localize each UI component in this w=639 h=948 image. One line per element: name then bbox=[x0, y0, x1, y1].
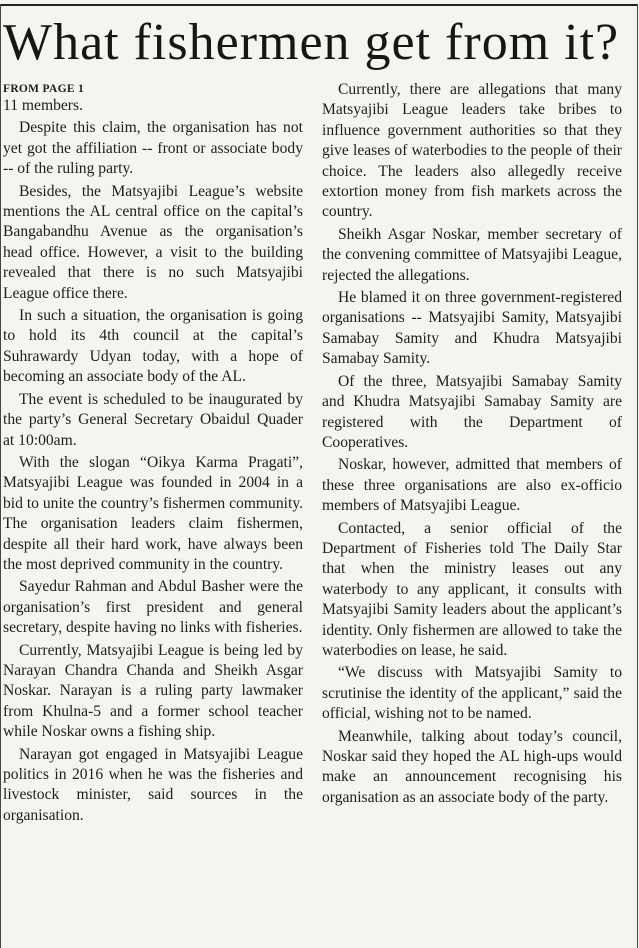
paragraph: Currently, Matsyajibi League is being led by Narayan Chandra Chanda and Sheikh Asgar Noskar. Narayan is a ruling party lawmaker from Khulna-5 and a former school teacher while Noskar owns a fishing ship. bbox=[3, 641, 303, 741]
headline: What fishermen get from it? bbox=[3, 14, 620, 71]
paragraph: With the slogan “Oikya Karma Pragati”, Matsyajibi League was founded in 2004 in a bid to unite the country’s fishermen community. The organisation leaders claim fishermen, despite all their hard work, have always been the most deprived community in the country. bbox=[3, 453, 303, 573]
paragraph: Sheikh Asgar Noskar, member secretary of the convening committee of Matsyajibi League, rejected the allegations. bbox=[322, 225, 622, 284]
left-border bbox=[0, 4, 1, 948]
paragraph: The event is scheduled to be inaugurated by the party’s General Secretary Obaidul Quader at 10:00am. bbox=[3, 390, 303, 449]
continuation-kicker: FROM PAGE 1 bbox=[3, 83, 85, 95]
paragraph: In such a situation, the organisation is going to hold its 4th council at the capital’s Suhrawardy Udyan today, with a hope of becoming an associate body of the AL. bbox=[3, 307, 303, 386]
paragraph: “We discuss with Matsyajibi Samity to scrutinise the identity of the applicant,” said the official, wishing not to be named. bbox=[322, 664, 622, 723]
right-border bbox=[637, 4, 638, 948]
paragraph: Currently, there are allegations that many Matsyajibi League leaders take bribes to influence government authorities so that they give leases of waterbodies to the people of their choice. The leaders also allegedly receive extortion money from fish markets across the country. bbox=[322, 81, 622, 221]
paragraph: Contacted, a senior official of the Department of Fisheries told The Daily Star that when the ministry leases out any waterbody to any applicant, it consults with Matsyajibi Samity leaders about the applicant’s identity. Only fishermen are allowed to take the waterbodies on lease, he said. bbox=[322, 519, 622, 659]
paragraph: Narayan got engaged in Matsyajibi League politics in 2016 when he was the fisheries and livestock minister, said sources in the organisation. bbox=[3, 745, 303, 824]
paragraph: Noskar, however, admitted that members of these three organisations are also ex-officio members of Matsyajibi League. bbox=[322, 456, 622, 515]
paragraph: Of the three, Matsyajibi Samabay Samity and Khudra Matsyajibi Samabay Samity are registered with the Department of Cooperatives. bbox=[322, 372, 622, 451]
paragraph: He blamed it on three government-registered organisations -- Matsyajibi Samity, Matsyajibi Samabay Samity and Khudra Matsyajibi Samabay Samity. bbox=[322, 289, 622, 368]
paragraph: 11 members. bbox=[3, 97, 83, 114]
article-column-left bbox=[3, 82, 303, 828]
paragraph: Besides, the Matsyajibi League’s website mentions the AL central office on the capital’s Bangabandhu Avenue as the organisation’s head office. However, a visit to the building revealed that there is no such Matsyajibi League office there. bbox=[3, 182, 303, 302]
top-rule bbox=[0, 4, 637, 6]
paragraph: Despite this claim, the organisation has not yet got the affiliation -- front or associate body -- of the ruling party. bbox=[3, 119, 303, 178]
article-column-right bbox=[322, 80, 622, 810]
paragraph: Sayedur Rahman and Abdul Basher were the organisation’s first president and general secretary, despite having no links with fisheries. bbox=[3, 578, 303, 637]
paragraph: Meanwhile, talking about today’s council, Noskar said they hoped the AL high-ups would make an announcement recognising his organisation as an associate body of the party. bbox=[322, 727, 622, 806]
